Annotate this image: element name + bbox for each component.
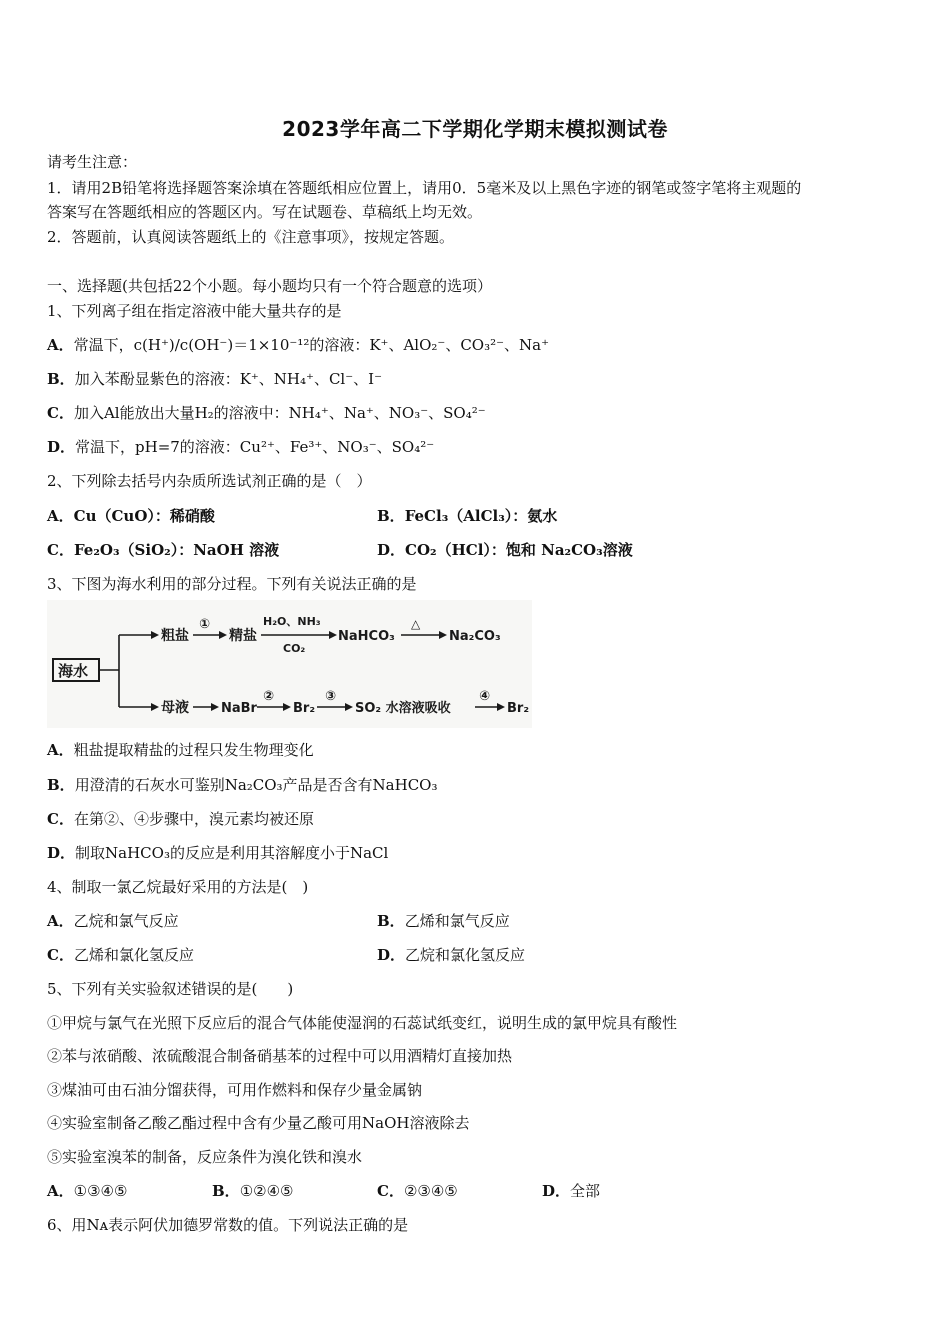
seawater-process-diagram xyxy=(47,600,532,728)
q5-statement-5: ⑤实验室溴苯的制备，反应条件为溴化铁和溴水 xyxy=(47,1148,363,1166)
q5-statement-1: ①甲烷与氯气在光照下反应后的混合气体能使湿润的石蕊试纸变红，说明生成的氯甲烷具有酸性 xyxy=(47,1014,678,1032)
option-text: 全部 xyxy=(570,1182,601,1200)
option-label: B． xyxy=(377,507,405,525)
question-3-stem: 3、下图为海水利用的部分过程。下列有关说法正确的是 xyxy=(47,575,417,593)
diagram-crude-salt: 粗盐 xyxy=(161,628,189,644)
q4-option-b xyxy=(377,911,510,931)
option-label: A． xyxy=(47,336,74,354)
option-label: C． xyxy=(47,404,74,422)
option-label: C． xyxy=(47,541,74,559)
diagram-reagent-below: CO₂ xyxy=(283,642,306,655)
option-label: D． xyxy=(377,541,406,559)
option-label: C． xyxy=(47,946,74,964)
option-label: B． xyxy=(377,912,405,930)
option-text: 乙烷和氯气反应 xyxy=(73,912,179,930)
diagram-step-2: ② xyxy=(263,689,275,704)
option-label: B． xyxy=(212,1182,240,1200)
option-label: A． xyxy=(47,741,74,759)
option-text: 乙烯和氯气反应 xyxy=(404,912,510,930)
q5-statement-3: ③煤油可由石油分馏获得，可用作燃料和保存少量金属钠 xyxy=(47,1081,423,1099)
q2-option-a xyxy=(47,506,215,526)
q3-option-b xyxy=(47,775,438,795)
q1-option-b xyxy=(47,369,382,389)
q2-option-d xyxy=(377,540,633,560)
option-label: B． xyxy=(47,370,75,388)
notice-heading: 请考生注意： xyxy=(47,153,138,171)
option-label: B． xyxy=(47,776,75,794)
diagram-nabr: NaBr xyxy=(221,701,257,716)
q5-option-a xyxy=(47,1181,127,1201)
notice-item-1-cont: 答案写在答题纸相应的答题区内。写在试题卷、草稿纸上均无效。 xyxy=(47,203,483,221)
q2-option-c xyxy=(47,540,279,560)
option-text: Cu（CuO）：稀硝酸 xyxy=(73,507,215,525)
q3-option-c xyxy=(47,809,314,829)
diagram-nahco3: NaHCO₃ xyxy=(338,629,395,644)
diagram-step-4: ④ xyxy=(479,689,491,704)
q4-option-d xyxy=(377,945,525,965)
q4-option-a xyxy=(47,911,179,931)
q3-option-a xyxy=(47,740,314,760)
question-1-stem: 1、下列离子组在指定溶液中能大量共存的是 xyxy=(47,302,342,320)
option-text: 乙烷和氯化氢反应 xyxy=(405,946,526,964)
q1-option-d xyxy=(47,437,434,457)
diagram-br2-b: Br₂ xyxy=(507,701,530,716)
question-2-stem: 2、下列除去括号内杂质所选试剂正确的是（ ） xyxy=(47,472,372,490)
option-text: Fe₂O₃（SiO₂）：NaOH 溶液 xyxy=(73,541,280,559)
option-label: A． xyxy=(47,912,74,930)
option-text: 常温下，pH=7的溶液：Cu²⁺、Fe³⁺、NO₃⁻、SO₄²⁻ xyxy=(75,438,435,456)
option-text: 在第②、④步骤中，溴元素均被还原 xyxy=(73,810,314,828)
q1-option-a xyxy=(47,335,549,355)
option-text: 制取NaHCO₃的反应是利用其溶解度小于NaCl xyxy=(75,844,389,862)
option-label: C． xyxy=(377,1182,404,1200)
option-label: C． xyxy=(47,810,74,828)
option-text: CO₂（HCl）：饱和 Na₂CO₃溶液 xyxy=(405,541,633,559)
option-text: 粗盐提取精盐的过程只发生物理变化 xyxy=(73,741,314,759)
diagram-heat: △ xyxy=(411,617,421,631)
diagram-mother-liquor: 母液 xyxy=(161,700,189,716)
exam-title: 2023学年高二下学期化学期末模拟测试卷 xyxy=(282,117,668,141)
diagram-br2-a: Br₂ xyxy=(293,701,316,716)
question-5-stem: 5、下列有关实验叙述错误的是( ) xyxy=(47,980,294,998)
option-label: D． xyxy=(47,844,76,862)
diagram-so2-absorb: SO₂ 水溶液吸收 xyxy=(355,701,451,716)
diagram-step-1: ① xyxy=(199,617,211,632)
section-heading: 一、选择题(共包括22个小题。每小题均只有一个符合题意的选项） xyxy=(47,277,492,295)
option-text: 用澄清的石灰水可鉴别Na₂CO₃产品是否含有NaHCO₃ xyxy=(74,776,438,794)
option-label: D． xyxy=(47,438,76,456)
option-text: ②③④⑤ xyxy=(403,1182,458,1200)
option-text: 乙烯和氯化氢反应 xyxy=(73,946,194,964)
q5-option-d xyxy=(542,1181,600,1201)
diagram-na2co3: Na₂CO₃ xyxy=(449,629,501,644)
q3-option-d xyxy=(47,843,388,863)
diagram-source: 海水 xyxy=(58,662,89,680)
diagram-reagent-above: H₂O、NH₃ xyxy=(263,615,321,628)
diagram-refined-salt: 精盐 xyxy=(229,628,257,644)
question-4-stem: 4、制取一氯乙烷最好采用的方法是( ) xyxy=(47,878,309,896)
option-label: A． xyxy=(47,1182,74,1200)
q5-statement-4: ④实验室制备乙酸乙酯过程中含有少量乙酸可用NaOH溶液除去 xyxy=(47,1114,470,1132)
q5-statement-2: ②苯与浓硝酸、浓硫酸混合制备硝基苯的过程中可以用酒精灯直接加热 xyxy=(47,1047,513,1065)
notice-item-2: 2．答题前，认真阅读答题纸上的《注意事项》，按规定答题。 xyxy=(47,228,455,246)
option-label: D． xyxy=(377,946,406,964)
option-text: 加入苯酚显紫色的溶液：K⁺、NH₄⁺、Cl⁻、I⁻ xyxy=(74,370,382,388)
q4-option-c xyxy=(47,945,194,965)
option-text: ①②④⑤ xyxy=(239,1182,294,1200)
option-label: D． xyxy=(542,1182,571,1200)
option-text: 常温下，c(H⁺)/c(OH⁻)＝1×10⁻¹²的溶液：K⁺、AlO₂⁻、CO₃²⁻、Na⁺ xyxy=(73,336,550,354)
question-6-stem: 6、用Nᴀ表示阿伏加德罗常数的值。下列说法正确的是 xyxy=(47,1216,409,1234)
option-text: FeCl₃（AlCl₃）：氨水 xyxy=(404,507,558,525)
notice-item-1: 1．请用2B铅笔将选择题答案涂填在答题纸相应位置上，请用0．5毫米及以上黑色字迹的钢笔或签字笔将主观题的 xyxy=(47,179,802,197)
diagram-step-3: ③ xyxy=(325,689,337,704)
q1-option-c xyxy=(47,403,486,423)
q5-option-b xyxy=(212,1181,293,1201)
q2-option-b xyxy=(377,506,557,526)
option-text: ①③④⑤ xyxy=(73,1182,128,1200)
q5-option-c xyxy=(377,1181,458,1201)
option-label: A． xyxy=(47,507,74,525)
option-text: 加入Al能放出大量H₂的溶液中：NH₄⁺、Na⁺、NO₃⁻、SO₄²⁻ xyxy=(73,404,486,422)
